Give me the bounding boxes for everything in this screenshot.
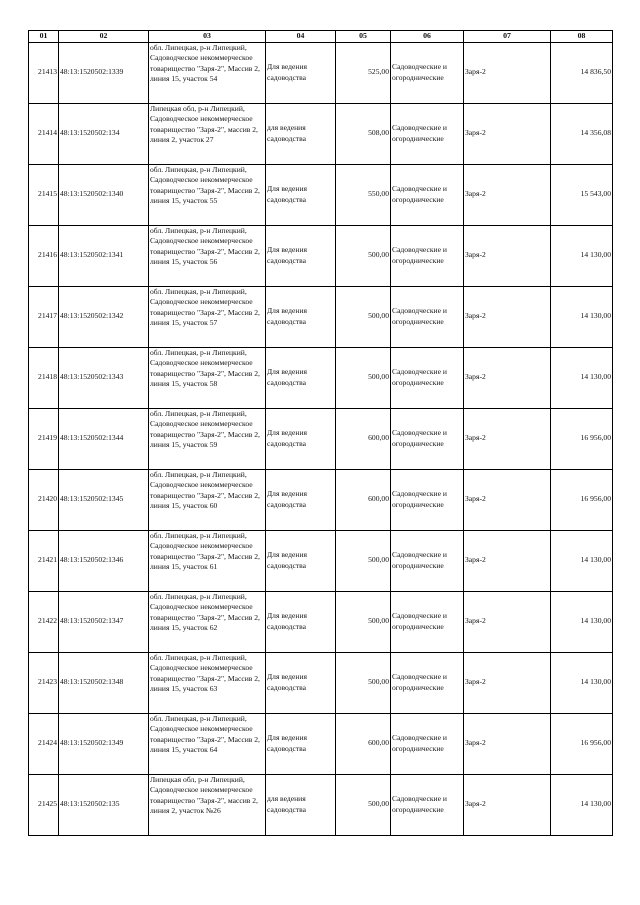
location-name: Заря-2 [464, 286, 551, 347]
row-number: 21421 [29, 530, 59, 591]
cadastral-number: 48:13:1520502:135 [59, 774, 149, 835]
cadastral-cost: 14 130,00 [551, 347, 613, 408]
land-category: Садоводческие и огороднические [391, 225, 464, 286]
land-use-purpose: Для ведения садоводства [266, 530, 336, 591]
address: обл. Липецкая, р-н Липецкий, Садоводческое некоммерческое товарищество "Заря-2", Массив 2, линия 15, участок 55 [149, 164, 266, 225]
table-row [29, 42, 613, 103]
land-category: Садоводческие и огороднические [391, 530, 464, 591]
location-name: Заря-2 [464, 530, 551, 591]
row-number: 21415 [29, 164, 59, 225]
cadastral-number: 48:13:1520502:1347 [59, 591, 149, 652]
land-use-purpose: Для ведения садоводства [266, 713, 336, 774]
header-col-07: 07 [464, 31, 551, 43]
area-value: 500,00 [336, 530, 391, 591]
location-name: Заря-2 [464, 408, 551, 469]
cadastral-number: 48:13:1520502:1341 [59, 225, 149, 286]
land-category: Садоводческие и огороднические [391, 42, 464, 103]
location-name: Заря-2 [464, 347, 551, 408]
land-use-purpose: Для ведения садоводства [266, 164, 336, 225]
address: обл. Липецкая, р-н Липецкий, Садоводческое некоммерческое товарищество "Заря-2", Массив 2, линия 15, участок 61 [149, 530, 266, 591]
land-category: Садоводческие и огороднические [391, 591, 464, 652]
area-value: 500,00 [336, 286, 391, 347]
cadastral-cost: 14 130,00 [551, 591, 613, 652]
land-use-purpose: для ведения садоводства [266, 103, 336, 164]
row-number: 21414 [29, 103, 59, 164]
cadastral-cost: 16 956,00 [551, 469, 613, 530]
header-col-08: 08 [551, 31, 613, 43]
table-row [29, 286, 613, 347]
location-name: Заря-2 [464, 774, 551, 835]
row-number: 21420 [29, 469, 59, 530]
land-category: Садоводческие и огороднические [391, 652, 464, 713]
header-col-01: 01 [29, 31, 59, 43]
row-number: 21423 [29, 652, 59, 713]
address: обл. Липецкая, р-н Липецкий, Садоводческое некоммерческое товарищество "Заря-2", Массив 2, линия 15, участок 57 [149, 286, 266, 347]
address: Липецкая обл, р-н Липецкий, Садоводческое некоммерческое товарищество "Заря-2", массив 2, линия 2, участок 27 [149, 103, 266, 164]
address: обл. Липецкая, р-н Липецкий, Садоводческое некоммерческое товарищество "Заря-2", Массив 2, линия 15, участок 59 [149, 408, 266, 469]
land-category: Садоводческие и огороднические [391, 347, 464, 408]
table-row [29, 530, 613, 591]
area-value: 500,00 [336, 774, 391, 835]
location-name: Заря-2 [464, 225, 551, 286]
cadastral-cost: 14 356,08 [551, 103, 613, 164]
area-value: 600,00 [336, 713, 391, 774]
land-category: Садоводческие и огороднические [391, 103, 464, 164]
cadastral-number: 48:13:1520502:134 [59, 103, 149, 164]
table-row [29, 652, 613, 713]
land-use-purpose: Для ведения садоводства [266, 225, 336, 286]
area-value: 550,00 [336, 164, 391, 225]
address: обл. Липецкая, р-н Липецкий, Садоводческое некоммерческое товарищество "Заря-2", Массив 2, линия 15, участок 58 [149, 347, 266, 408]
location-name: Заря-2 [464, 103, 551, 164]
cadastral-number: 48:13:1520502:1340 [59, 164, 149, 225]
row-number: 21422 [29, 591, 59, 652]
land-use-purpose: для ведения садоводства [266, 774, 336, 835]
header-col-02: 02 [59, 31, 149, 43]
row-number: 21424 [29, 713, 59, 774]
header-row [29, 31, 613, 43]
land-use-purpose: Для ведения садоводства [266, 286, 336, 347]
row-number: 21425 [29, 774, 59, 835]
header-col-06: 06 [391, 31, 464, 43]
table-row [29, 347, 613, 408]
row-number: 21417 [29, 286, 59, 347]
land-category: Садоводческие и огороднические [391, 408, 464, 469]
cadastral-number: 48:13:1520502:1349 [59, 713, 149, 774]
cadastral-cost: 16 956,00 [551, 408, 613, 469]
land-category: Садоводческие и огороднические [391, 774, 464, 835]
table-row [29, 469, 613, 530]
header-col-05: 05 [336, 31, 391, 43]
area-value: 500,00 [336, 347, 391, 408]
cadastral-number: 48:13:1520502:1342 [59, 286, 149, 347]
area-value: 500,00 [336, 591, 391, 652]
address: обл. Липецкая, р-н Липецкий, Садоводческое некоммерческое товарищество "Заря-2", Массив 2, линия 15, участок 54 [149, 42, 266, 103]
cadastral-cost: 14 130,00 [551, 286, 613, 347]
cadastral-number: 48:13:1520502:1344 [59, 408, 149, 469]
area-value: 600,00 [336, 469, 391, 530]
address: Липецкая обл, р-н Липецкий, Садоводческое некоммерческое товарищество "Заря-2", массив 2, линия 2, участок №26 [149, 774, 266, 835]
row-number: 21419 [29, 408, 59, 469]
table-row [29, 774, 613, 835]
address: обл. Липецкая, р-н Липецкий, Садоводческое некоммерческое товарищество "Заря-2", Массив 2, линия 15, участок 62 [149, 591, 266, 652]
location-name: Заря-2 [464, 469, 551, 530]
land-registry-table [28, 30, 613, 836]
location-name: Заря-2 [464, 164, 551, 225]
location-name: Заря-2 [464, 591, 551, 652]
location-name: Заря-2 [464, 713, 551, 774]
land-use-purpose: Для ведения садоводства [266, 347, 336, 408]
land-category: Садоводческие и огороднические [391, 286, 464, 347]
area-value: 600,00 [336, 408, 391, 469]
area-value: 525,00 [336, 42, 391, 103]
location-name: Заря-2 [464, 42, 551, 103]
address: обл. Липецкая, р-н Липецкий, Садоводческое некоммерческое товарищество "Заря-2", Массив 2, линия 15, участок 63 [149, 652, 266, 713]
area-value: 508,00 [336, 103, 391, 164]
cadastral-cost: 14 836,50 [551, 42, 613, 103]
cadastral-cost: 14 130,00 [551, 774, 613, 835]
area-value: 500,00 [336, 652, 391, 713]
land-use-purpose: Для ведения садоводства [266, 469, 336, 530]
land-category: Садоводческие и огороднические [391, 713, 464, 774]
cadastral-cost: 14 130,00 [551, 530, 613, 591]
header-col-04: 04 [266, 31, 336, 43]
row-number: 21418 [29, 347, 59, 408]
row-number: 21416 [29, 225, 59, 286]
cadastral-number: 48:13:1520502:1345 [59, 469, 149, 530]
table-row [29, 103, 613, 164]
table-row [29, 225, 613, 286]
cadastral-cost: 15 543,00 [551, 164, 613, 225]
table-row [29, 591, 613, 652]
table-row [29, 408, 613, 469]
table-row [29, 164, 613, 225]
cadastral-cost: 16 956,00 [551, 713, 613, 774]
land-use-purpose: Для ведения садоводства [266, 591, 336, 652]
cadastral-cost: 14 130,00 [551, 225, 613, 286]
land-use-purpose: Для ведения садоводства [266, 408, 336, 469]
land-use-purpose: Для ведения садоводства [266, 42, 336, 103]
cadastral-number: 48:13:1520502:1339 [59, 42, 149, 103]
land-category: Садоводческие и огороднические [391, 164, 464, 225]
address: обл. Липецкая, р-н Липецкий, Садоводческое некоммерческое товарищество "Заря-2", Массив 2, линия 15, участок 64 [149, 713, 266, 774]
area-value: 500,00 [336, 225, 391, 286]
cadastral-cost: 14 130,00 [551, 652, 613, 713]
cadastral-number: 48:13:1520502:1346 [59, 530, 149, 591]
cadastral-number: 48:13:1520502:1343 [59, 347, 149, 408]
cadastral-number: 48:13:1520502:1348 [59, 652, 149, 713]
row-number: 21413 [29, 42, 59, 103]
address: обл. Липецкая, р-н Липецкий, Садоводческое некоммерческое товарищество "Заря-2", Массив 2, линия 15, участок 56 [149, 225, 266, 286]
table-row [29, 713, 613, 774]
header-col-03: 03 [149, 31, 266, 43]
land-use-purpose: Для ведения садоводства [266, 652, 336, 713]
address: обл. Липецкая, р-н Липецкий, Садоводческое некоммерческое товарищество "Заря-2", Массив 2, линия 15, участок 60 [149, 469, 266, 530]
land-category: Садоводческие и огороднические [391, 469, 464, 530]
location-name: Заря-2 [464, 652, 551, 713]
